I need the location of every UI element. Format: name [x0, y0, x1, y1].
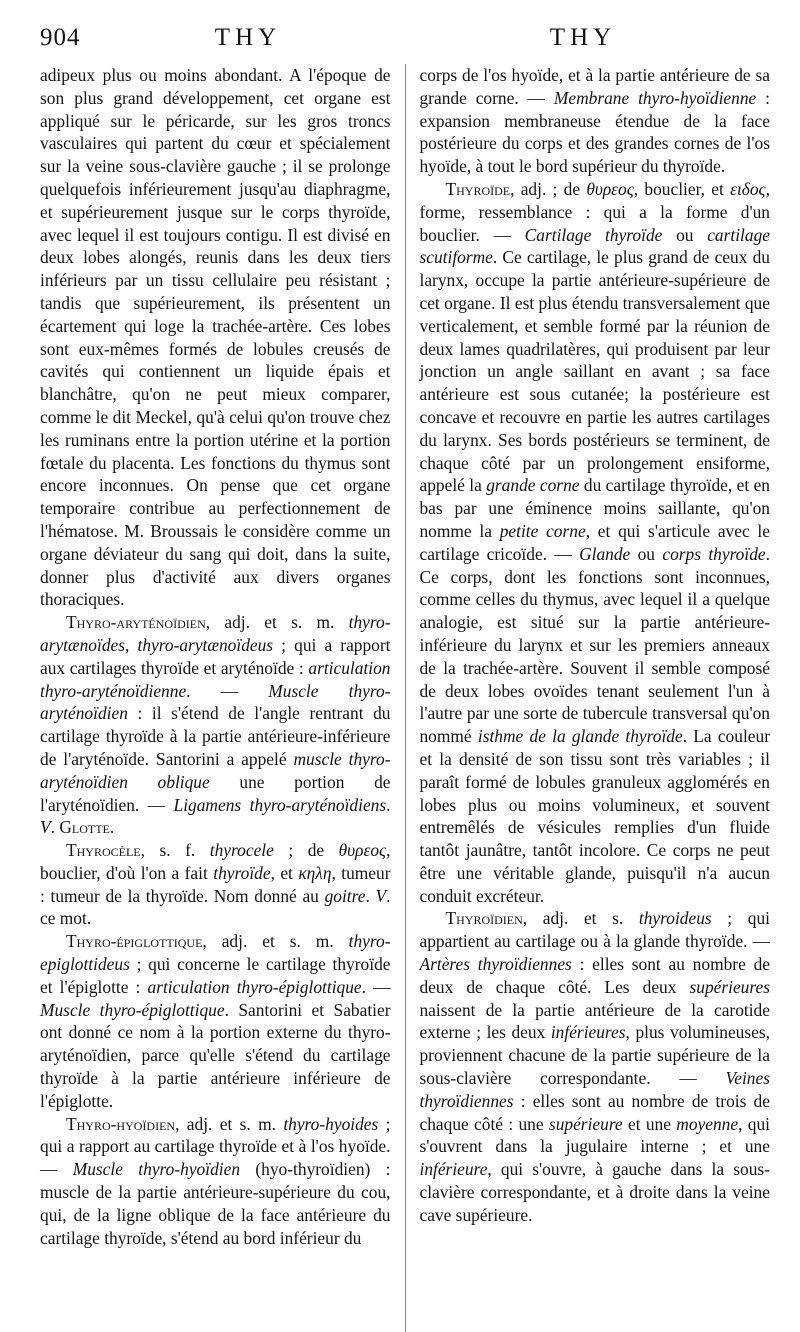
entry-text: , plus volumineuses, proviennent chacune de la partie supérieure de la sous-clavière correspondante. — — [419, 1022, 770, 1089]
entry-text: , bouclier, d'où l'on a fait — [40, 840, 391, 883]
entry-text: . Ce corps, dont les fonctions sont inconnues, comme celles du thymus, avec lequel il a quelque analogie, est situé sur la partie antérieure-inférieure du larynx et sur les premiers anneaux de la trachée-artère. Souvent il semble composé de deux lobes ovoïdes tenant seulement l'un à l'autre par une sorte de tubercule transversal qu'on nommé — [419, 543, 770, 747]
italic-term: thyrocele — [209, 840, 274, 861]
entry-text: . — [386, 794, 391, 815]
entry-text: ou — [630, 543, 663, 564]
entry-text: . ce mot. — [40, 885, 391, 929]
italic-term: inférieure — [419, 1159, 488, 1180]
italic-term: Muscle thyro-aryténoïdien — [40, 680, 391, 724]
entry-text: , adj. et s. — [522, 908, 639, 929]
headword: Thyro-aryténoïdien — [66, 612, 206, 633]
entry-text: . — — [361, 976, 391, 997]
italic-term: thyro-hyoides — [283, 1113, 379, 1134]
entry-text: , tumeur : tumeur de la thyroïde. Nom donné au — [40, 862, 391, 906]
entry-text: , s. f. — [140, 840, 210, 861]
italic-term: κηλη — [298, 862, 332, 883]
dictionary-entry — [419, 907, 770, 1226]
italic-term: isthme de la glande thyroïde — [477, 726, 683, 747]
italic-term: Cartilage thyroïde — [524, 224, 663, 245]
entry-text: : il s'étend de l'angle rentrant du cartilage thyroïde à la partie antérieure-inférieure de l'aryténoïde. Santorini a appelé — [40, 703, 391, 769]
italic-term: inférieures — [550, 1022, 626, 1043]
entry-text: , — [125, 634, 138, 655]
italic-term: moyenne — [676, 1113, 739, 1134]
italic-term: thyro-arytænoïdeus — [137, 634, 274, 655]
entry-text: , bouclier, et — [633, 178, 731, 199]
entry-text: , adj. ; de — [510, 178, 587, 199]
entry-text: . Ce cartilage, le plus grand de ceux du larynx, occupe la partie antérieure-supérieure de cet organe. Il est plus étendu transversalement que verticalement, et semble formé par la réunion de deux lames quadrilatères, qui produisent par leur jonction un angle saillant en avant ; sa face antérieure est sous cutanée; la postérieure est concave et recouvre en partie les autres cartilages du larynx. Ses bords postérieurs se terminent, de chaque côté par un prolongement ensiforme, appelé la — [419, 247, 770, 496]
italic-term: thyroideus — [638, 908, 712, 929]
two-column-body — [40, 64, 770, 1332]
headword: Thyro-épiglottique — [66, 931, 203, 952]
italic-term: Ligamens thyro-aryténoïdiens — [173, 794, 387, 815]
entry-text: . La couleur et la densité de son tissu sont très variables ; il paraît formé de lobules granuleux agglomérés en lobes plus ou moins volumineux, et souvent entremêlés de vésicules remplies d'un fluide tantôt jaunâtre, tantôt incolore. Ce corps ne peut être une véritable glande, puisqu'il n'a aucun conduit excréteur. — [419, 726, 770, 906]
italic-term: thyro-epiglottideus — [40, 931, 391, 975]
headword: Thyrocèle — [66, 840, 141, 861]
entry-continuation — [419, 64, 770, 178]
italic-term: Muscle thyro-épiglottique — [40, 999, 225, 1020]
entry-text: . — [365, 885, 376, 906]
entry-continuation — [40, 64, 391, 611]
italic-term: θυρεος — [586, 178, 634, 199]
entry-text: ; qui a rapport aux cartilages thyroïde et aryténoïde : — [40, 634, 391, 678]
entry-text: . — — [186, 680, 269, 701]
entry-text: une portion de l'aryténoïdien. — — [40, 771, 391, 815]
entry-text: , et — [270, 862, 299, 883]
dictionary-entry — [40, 839, 391, 930]
entry-text: : expansion membraneuse étendue de la face postérieure du corps et des grandes cornes de l'os hyoïde, à tout le bord supérieur du thyroïde. — [419, 87, 770, 177]
entry-text: adipeux plus ou moins abondant. A l'époque de son plus grand développement, cet organe est appliqué sur le péricarde, sur les gros troncs vasculaires qui partent du cœur et spécialement sur la veine sous-clavière gauche ; il se prolonge quelquefois inférieurement jusqu'au diaphragme, et supérieurement jusque sur le corps thyroïde, avec lequel il est toujours contigu. Il est divisé en deux lobes alongés, reunis dans les deux tiers inférieurs par un tissu cellulaire peu résistant ; tandis que supérieurement, ils présentent un écartement qui loge la trachée-artère. Ces lobes sont eux-mêmes formés de lobules creusés de cavités qui contiennent un liquide épais et blanchâtre, qu'on ne peut mieux comparer, comme le dit Meckel, qu'à celui qu'on trouve chez les ruminans entre la portion utérine et la portion fœtale du placenta. Les fonctions du thymus sont encore inconnues. On pense que cet organe temporaire contribue au perfectionnement de l'hématose. M. Broussais le considère comme un organe déviateur du sang qui doit, dans la suite, donner plus d'activité aux divers organes thoraciques. — [40, 65, 391, 610]
dictionary-entry — [419, 178, 770, 908]
italic-term: articulation thyro-aryténoïdienne — [40, 657, 391, 701]
dictionary-entry — [40, 1113, 391, 1250]
dictionary-entry — [40, 930, 391, 1112]
entry-text: du cartilage thyroïde, et en bas par une éminence moins saillante, qu'on nomme la — [419, 475, 770, 541]
italic-term: Membrane thyro-hyoïdienne — [553, 87, 757, 108]
entry-text: , adj. et s. m. — [175, 1113, 284, 1134]
italic-term: corps thyroïde — [662, 543, 766, 564]
dictionary-entry — [40, 611, 391, 839]
left-column — [40, 64, 391, 1249]
entry-text: ; de — [273, 840, 339, 861]
italic-term: thyroïde — [213, 862, 271, 883]
entry-text: , forme, ressemblance : qui a la forme d'un bouclier. — — [419, 178, 770, 245]
running-head-left: THY — [214, 24, 282, 51]
italic-term: Veines thyroïdiennes — [419, 1068, 770, 1111]
italic-term: muscle thyro-aryténoïdien oblique — [40, 748, 391, 792]
headword: Thyroïdien — [445, 908, 523, 929]
page-number: 904 — [40, 24, 81, 51]
italic-term: V — [40, 817, 51, 838]
italic-term: supérieures — [689, 976, 770, 997]
italic-term: articulation thyro-épiglottique — [147, 976, 362, 997]
entry-text: ou — [662, 224, 708, 245]
right-column — [419, 64, 770, 1227]
entry-text: (hyo-thyroïdien) : muscle de la partie antérieure-supérieure du cou, qui, de la ligne oblique de la face antérieure du cartilage thyroïde, s'étend au bord inférieur du — [40, 1159, 391, 1248]
entry-text: : elles sont au nombre de trois de chaque côté : une — [419, 1090, 770, 1134]
entry-text: , et qui s'articule avec le cartilage cricoïde. — — [419, 520, 770, 564]
entry-text: , qui s'ouvrent dans la jugulaire interne ; et une — [419, 1113, 770, 1157]
italic-term: θυρεος — [338, 840, 387, 861]
entry-text: : elles sont au nombre de deux de chaque côté. Les deux — [419, 954, 770, 997]
entry-text: . — [109, 817, 115, 838]
headword: Thyroïde — [445, 178, 511, 199]
italic-term: grande corne — [486, 475, 580, 496]
entry-text: naissent de la partie antérieure de la carotide externe ; les deux — [419, 999, 770, 1043]
entry-text: . — [50, 817, 60, 838]
entry-text: , adj. et s. m. — [205, 612, 349, 633]
italic-term: petite corne — [499, 520, 586, 541]
running-head-right: THY — [549, 24, 617, 51]
entry-text: , adj. et s. m. — [202, 931, 349, 952]
entry-text: ; qui appartient au cartilage ou à la glande thyroïde. — — [419, 908, 770, 952]
italic-term: Muscle thyro-hyoïdien — [72, 1159, 241, 1180]
italic-term: ειδος — [730, 178, 766, 199]
italic-term: Artères thyroïdiennes — [419, 954, 572, 975]
entry-text: , qui s'ouvre, à gauche dans la sous-clavière correspondante, et à droite dans la veine cave supérieure. — [419, 1159, 770, 1225]
entry-text: ; qui concerne le cartilage thyroïde et l'épiglotte : — [40, 954, 391, 997]
italic-term: thyro-arytænoïdes — [40, 612, 391, 655]
italic-term: cartilage scutiforme — [419, 224, 770, 268]
italic-term: V — [375, 885, 387, 906]
italic-term: Glande — [579, 543, 631, 564]
headword: Thyro-hyoïdien — [66, 1113, 176, 1134]
italic-term: supérieure — [548, 1113, 623, 1134]
page-header — [40, 24, 770, 64]
entry-text: et une — [622, 1113, 677, 1134]
entry-text: ; qui a rapport au cartilage thyroïde et à l'os hyoïde. — — [40, 1113, 391, 1180]
entry-text: corps de l'os hyoïde, et à la partie antérieure de sa grande corne. — — [419, 65, 770, 108]
column-divider — [405, 64, 406, 1332]
headword: Glotte — [59, 817, 110, 838]
italic-term: goitre — [324, 885, 366, 906]
entry-text: . Santorini et Sabatier ont donné ce nom à la portion externe du thyro-aryténoïdien, parce qu'elle s'étend du cartilage thyroïde à la partie antérieure inférieure de l'épiglotte. — [40, 999, 391, 1111]
